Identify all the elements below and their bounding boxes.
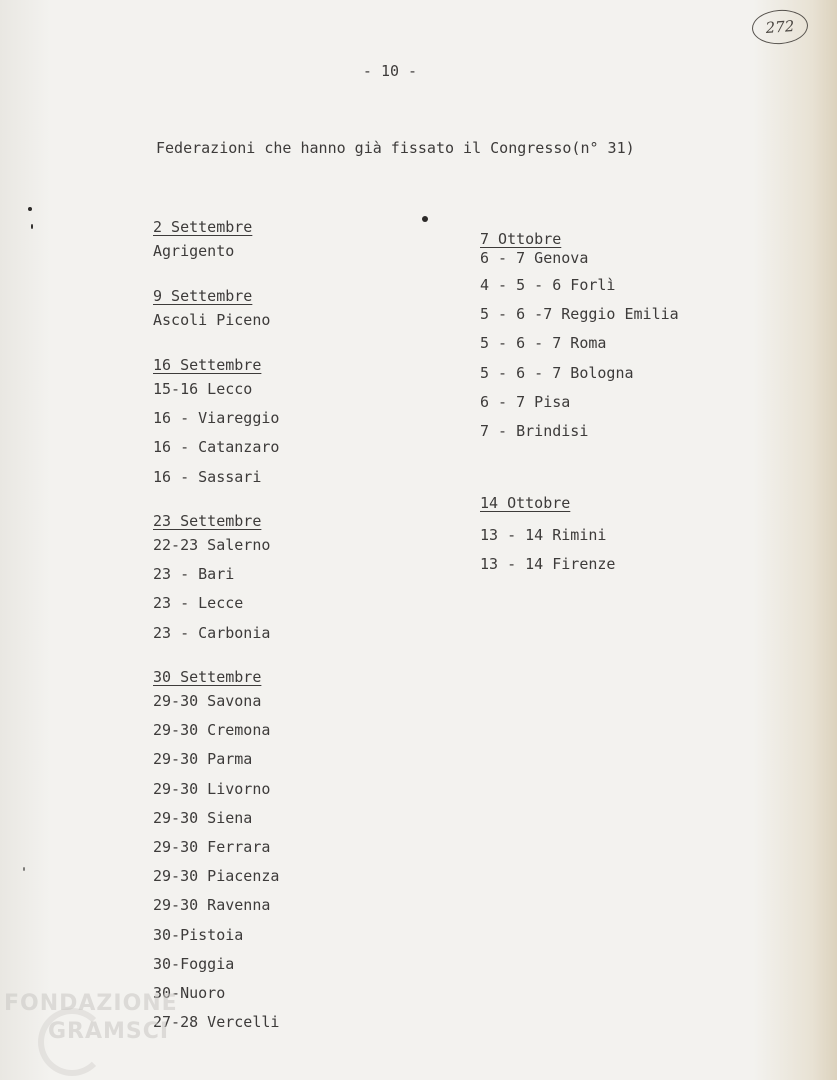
section-9-settembre [153, 286, 270, 335]
section-date: 16 Settembre [153, 356, 262, 374]
page-heading: Federazioni che hanno già fissato il Congresso(n° 31) [156, 139, 635, 157]
section-date: 9 Settembre [153, 287, 253, 305]
federation-entry: 16 - Viareggio [153, 409, 280, 428]
paper-speck [31, 224, 33, 229]
federation-entry: 30-Nuoro [153, 983, 226, 1002]
federation-entry: 5 - 6 - 7 Bologna [480, 363, 634, 382]
federation-entry: 13 - 14 Rimini [480, 526, 607, 544]
federation-entry: Ascoli Piceno [153, 311, 271, 329]
section-date: 30 Settembre [153, 668, 262, 686]
federation-entry: 5 - 6 - 7 Roma [480, 334, 607, 353]
section-2-settembre [153, 217, 252, 266]
federation-entry: 23 - Bari [153, 565, 235, 584]
federation-entry: 6 - 7 Pisa [480, 392, 571, 411]
federation-entry: 29-30 Ravenna [153, 896, 271, 915]
paper-speck [23, 867, 25, 871]
federation-entry: 23 - Carbonia [153, 623, 271, 642]
federation-entry: 30-Pistoia [153, 925, 244, 944]
section-14-ottobre [480, 493, 615, 579]
federation-entry: 13 - 14 Firenze [480, 555, 616, 574]
paper-speck [422, 216, 428, 222]
federation-entry: 29-30 Siena [153, 808, 253, 827]
federation-entry: 29-30 Livorno [153, 779, 271, 798]
watermark-logo-icon [38, 1008, 106, 1076]
watermark-line-1: FONDAZIONE [4, 991, 178, 1016]
federation-entry: Agrigento [153, 242, 235, 260]
federation-entry: 29-30 Ferrara [153, 837, 271, 856]
federation-entry: 27-28 Vercelli [153, 1013, 280, 1032]
federation-entry: 22-23 Salerno [153, 536, 271, 554]
archive-watermark [4, 990, 178, 1046]
federation-entry: 7 - Brindisi [480, 421, 589, 440]
section-date: 2 Settembre [153, 218, 253, 236]
section-date: 14 Ottobre [480, 494, 571, 512]
federation-entry: 15-16 Lecco [153, 380, 253, 398]
watermark-line-2: GRAMSCI [48, 1019, 170, 1044]
federation-entry: 29-30 Parma [153, 750, 253, 769]
federation-entry: 29-30 Savona [153, 692, 262, 710]
section-23-settembre [153, 511, 270, 648]
section-date: 7 Ottobre [480, 230, 562, 248]
page-number: - 10 - [362, 62, 418, 80]
federation-entry: 29-30 Piacenza [153, 867, 280, 886]
federation-entry: 23 - Lecce [153, 594, 244, 613]
archive-number-stamp: 272 [751, 8, 809, 46]
section-30-settembre [153, 667, 279, 1037]
section-7-ottobre [480, 229, 679, 446]
federation-entry: 6 - 7 Genova [480, 249, 589, 267]
federation-entry: 4 - 5 - 6 Forlì [480, 276, 616, 294]
section-date: 23 Settembre [153, 512, 262, 530]
federation-entry: 5 - 6 -7 Reggio Emilia [480, 305, 679, 324]
federation-entry: 16 - Sassari [153, 467, 262, 486]
federation-entry: 30-Foggia [153, 954, 235, 973]
paper-speck [28, 207, 32, 211]
section-16-settembre [153, 355, 279, 492]
federation-entry: 29-30 Cremona [153, 721, 271, 740]
federation-entry: 16 - Catanzaro [153, 438, 280, 457]
